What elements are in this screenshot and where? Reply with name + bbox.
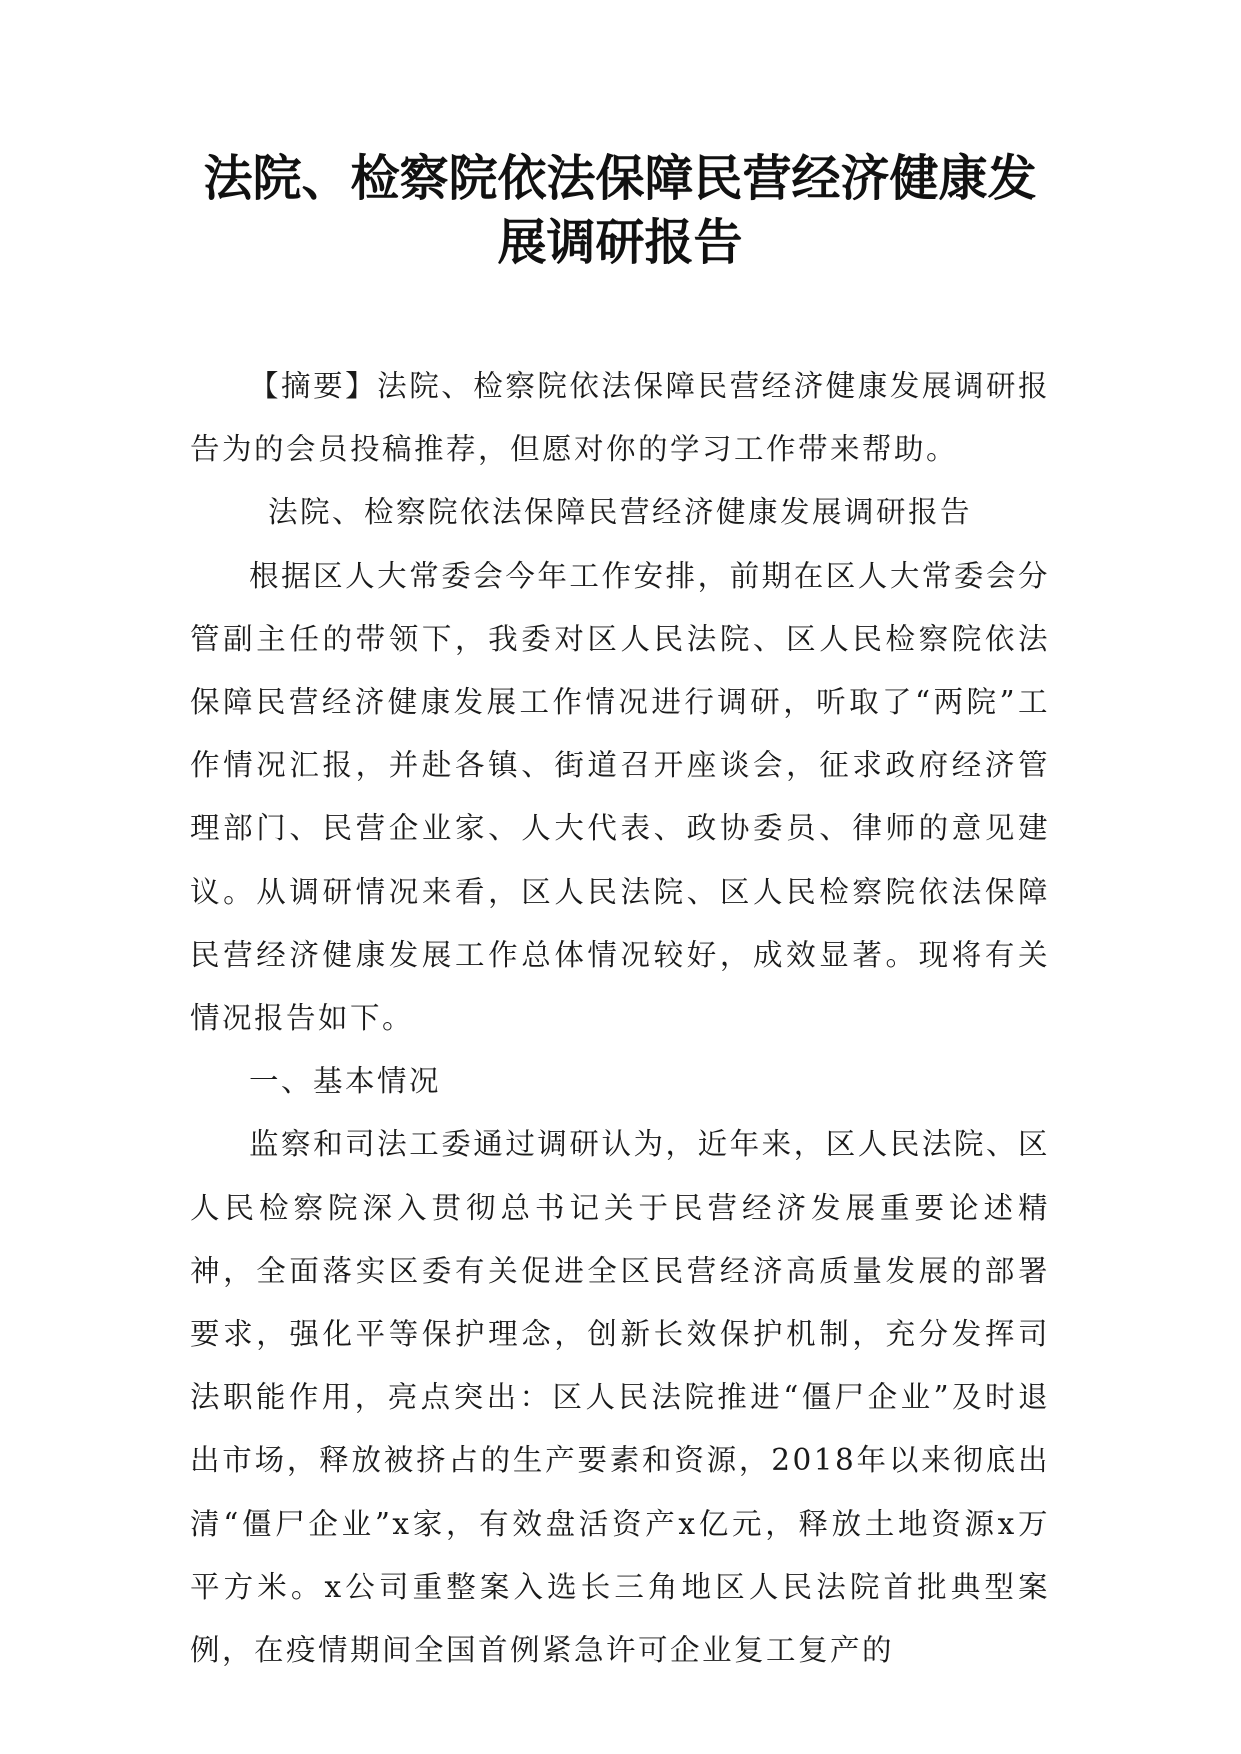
- document-body: [190, 355, 1050, 1682]
- body-paragraph: 根据区人大常委会今年工作安排，前期在区人大常委会分管副主任的带领下，我委对区人民法院、区人民检察院依法保障民营经济健康发展工作情况进行调研，听取了“两院”工作情况汇报，并赴各镇、街道召开座谈会，征求政府经济管理部门、民营企业家、人大代表、政协委员、律师的意见建议。从调研情况来看，区人民法院、区人民检察院依法保障民营经济健康发展工作总体情况较好，成效显著。现将有关情况报告如下。: [190, 558, 1050, 1036]
- document-subtitle: 法院、检察院依法保障民营经济健康发展调研报告: [267, 495, 972, 530]
- body-paragraph: 监察和司法工委通过调研认为，近年来，区人民法院、区人民检察院深入贯彻总书记关于民营经济发展重要论述精神，全面落实区委有关促进全区民营经济高质量发展的部署要求，强化平等保护理念，创新长效保护机制，充分发挥司法职能作用，亮点突出：区人民法院推进“僵尸企业”及时退出市场，释放被挤占的生产要素和资源，2018年以来彻底出清“僵尸企业”x家，有效盘活资产x亿元，释放土地资源x万平方米。x公司重整案入选长三角地区人民法院首批典型案例，在疫情期间全国首例紧急许可企业复工复产的: [190, 1127, 1050, 1668]
- section-heading: 一、基本情况: [249, 1064, 442, 1099]
- document-title: 法院、检察院依法保障民营经济健康发展调研报告: [203, 149, 1037, 271]
- abstract-paragraph: 【摘要】法院、检察院依法保障民营经济健康发展调研报告为的会员投稿推荐，但愿对你的学习工作带来帮助。: [190, 369, 1050, 467]
